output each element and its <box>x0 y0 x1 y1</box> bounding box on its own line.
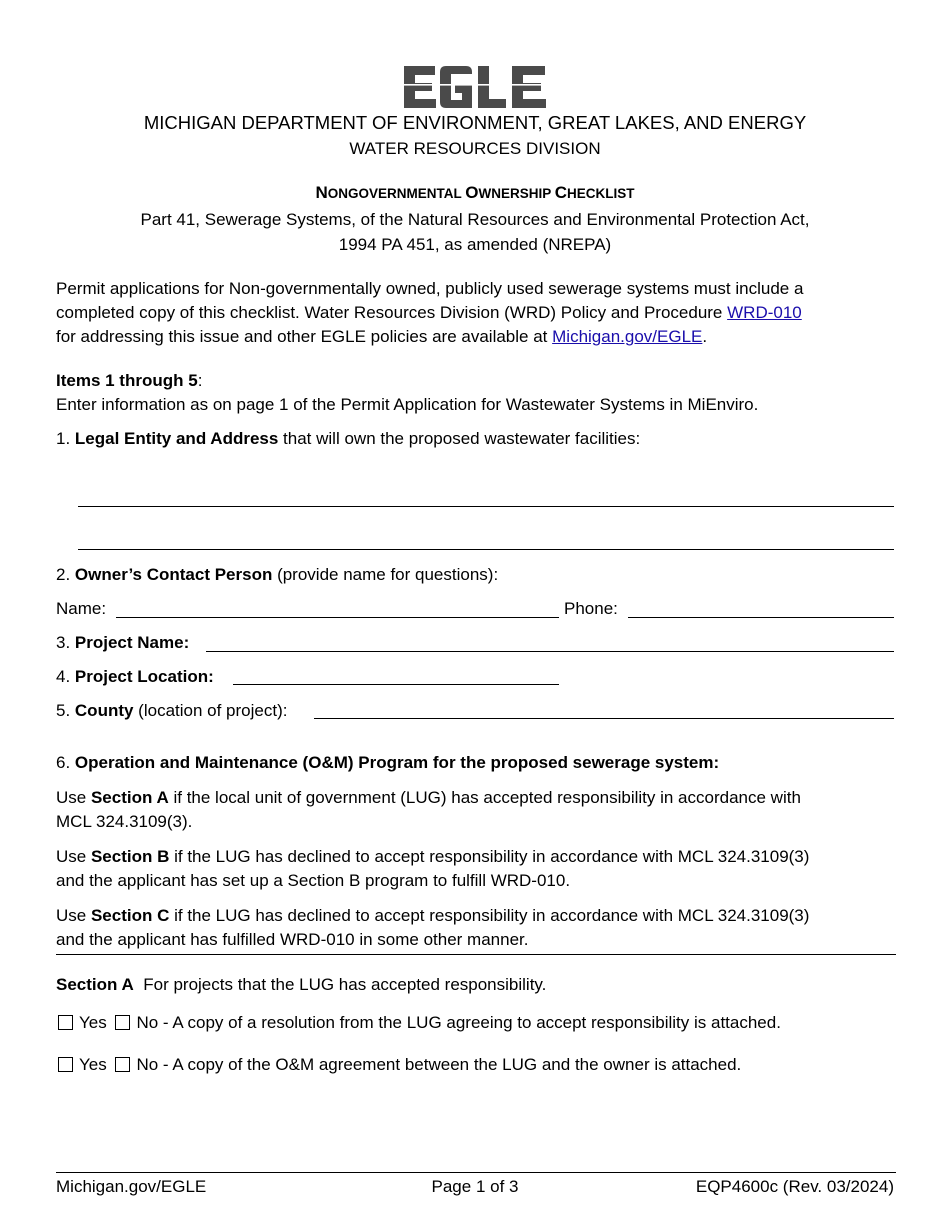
legal-entity-field-line2[interactable] <box>78 531 894 549</box>
item4-label: 4. Project Location: <box>56 667 214 686</box>
section-a-heading: Section A For projects that the LUG has accepted responsibility. <box>56 975 547 994</box>
section-a-usage: Use Section A if the local unit of government (LUG) has accepted responsibility in accordance with MCL 324.3109(3). <box>56 788 801 831</box>
michigan-gov-egle-link[interactable]: Michigan.gov/EGLE <box>552 327 703 346</box>
q2-text: - A copy of the O&M agreement between the LUG and the owner is attached. <box>158 1055 742 1074</box>
q2-no-label: No <box>136 1055 159 1074</box>
q1-yes-checkbox[interactable] <box>58 1015 73 1030</box>
footer-rule <box>56 1172 896 1173</box>
legal-entity-underline2 <box>78 549 894 550</box>
contact-phone-field[interactable] <box>628 600 894 618</box>
item6-label: 6. Operation and Maintenance (O&M) Program for the proposed sewerage system: <box>56 753 720 772</box>
contact-name-underline <box>116 617 559 618</box>
items-instruction: Enter information as on page 1 of the Permit Application for Wastewater Systems in MiEnviro. <box>56 395 759 414</box>
legal-entity-field-line1[interactable] <box>78 488 894 506</box>
egle-logo <box>402 64 548 110</box>
footer-form-number: EQP4600c (Rev. 03/2024) <box>695 1177 894 1196</box>
item5-label: 5. County (location of project): <box>56 701 288 720</box>
division-name: WATER RESOURCES DIVISION <box>349 139 601 158</box>
q2-yes-checkbox[interactable] <box>58 1057 73 1072</box>
q2-yes-label: Yes <box>79 1055 107 1074</box>
section-a-question2 <box>58 1054 741 1075</box>
logo-text <box>548 64 549 65</box>
section-a-question1 <box>58 1012 781 1033</box>
q2-no-checkbox[interactable] <box>115 1057 130 1072</box>
item1-label: 1. Legal Entity and Address that will own the proposed wastewater facilities: <box>56 429 641 448</box>
contact-phone-underline <box>628 617 894 618</box>
contact-name-label: Name: <box>56 599 107 618</box>
section-divider <box>56 954 896 955</box>
project-location-underline <box>233 684 559 685</box>
subtitle-line1: Part 41, Sewerage Systems, of the Natural Resources and Environmental Protection Act, <box>140 210 810 229</box>
q1-text: - A copy of a resolution from the LUG agreeing to accept responsibility is attached. <box>158 1013 781 1032</box>
egle-logo-graphic <box>402 64 548 110</box>
project-name-underline <box>206 651 894 652</box>
county-underline <box>314 718 894 719</box>
section-c-usage: Use Section C if the LUG has declined to accept responsibility in accordance with MCL 324.3109(3) and the applicant has fulfilled WRD-010 in some other manner. <box>56 906 810 949</box>
wrd-010-link[interactable]: WRD-010 <box>727 303 802 322</box>
department-name: MICHIGAN DEPARTMENT OF ENVIRONMENT, GREAT LAKES, AND ENERGY <box>143 112 807 133</box>
q1-no-checkbox[interactable] <box>115 1015 130 1030</box>
item3-label: 3. Project Name: <box>56 633 190 652</box>
contact-name-field[interactable] <box>116 600 559 618</box>
project-name-field[interactable] <box>206 634 894 652</box>
document-title: NONGOVERNMENTAL OWNERSHIP CHECKLIST <box>315 183 635 202</box>
intro-line3: for addressing this issue and other EGLE policies are available at Michigan.gov/EGLE. <box>56 327 708 346</box>
subtitle-line2: 1994 PA 451, as amended (NREPA) <box>338 235 612 254</box>
q1-yes-label: Yes <box>79 1013 107 1032</box>
intro-line1: Permit applications for Non-governmentally owned, publicly used sewerage systems must include a <box>56 279 804 298</box>
contact-phone-label: Phone: <box>564 599 618 618</box>
items-heading: Items 1 through 5: <box>56 371 203 390</box>
section-b-usage: Use Section B if the LUG has declined to accept responsibility in accordance with MCL 324.3109(3) and the applicant has set up a Section B program to fulfill WRD-010. <box>56 847 810 890</box>
footer-page-number: Page 1 of 3 <box>431 1177 519 1196</box>
footer-website: Michigan.gov/EGLE <box>56 1177 207 1196</box>
item2-label: 2. Owner’s Contact Person (provide name for questions): <box>56 565 499 584</box>
q1-no-label: No <box>136 1013 159 1032</box>
legal-entity-underline1 <box>78 506 894 507</box>
intro-line2: completed copy of this checklist. Water Resources Division (WRD) Policy and Procedure WRD-010 <box>56 303 802 322</box>
